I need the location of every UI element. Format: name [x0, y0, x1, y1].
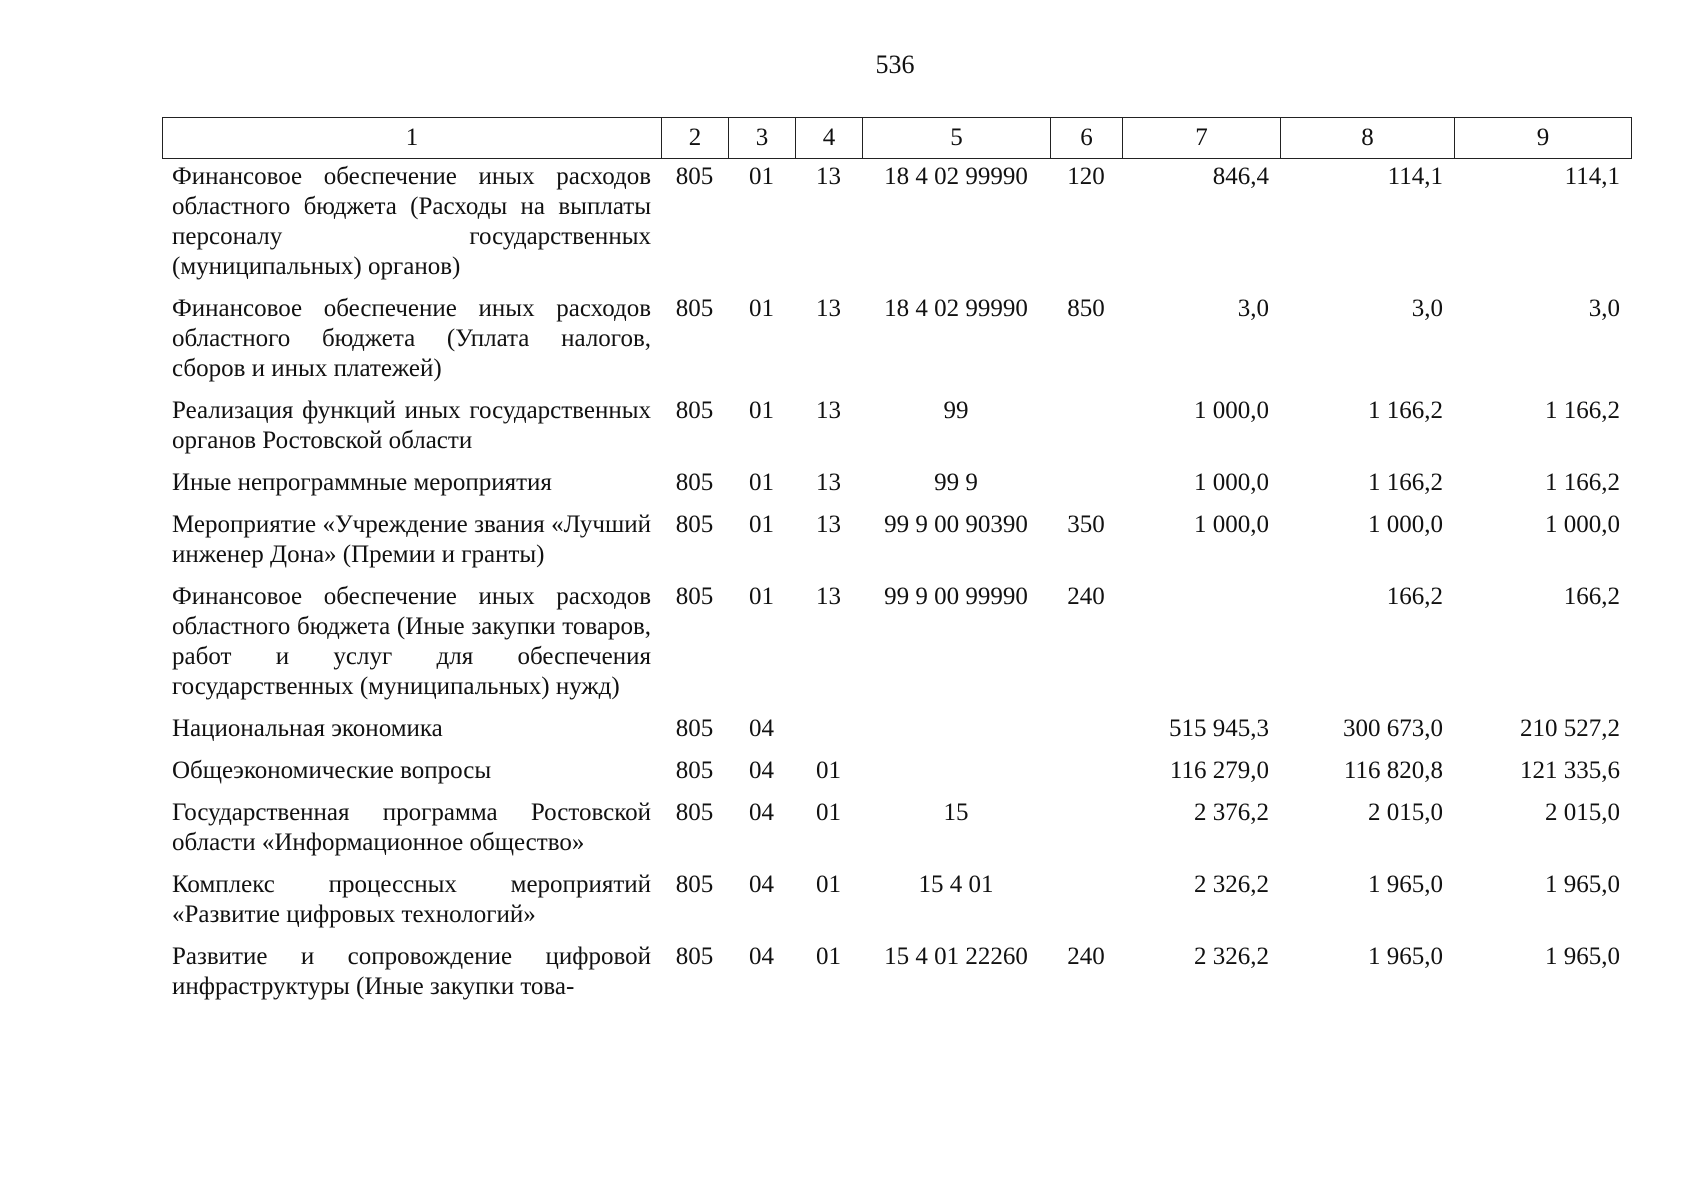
row-value-2024-cell: 1 166,2: [1368, 397, 1443, 424]
table-row: [162, 582, 1631, 714]
row-rz-cell: 01: [749, 295, 774, 322]
row-name-cell: Развитие и сопровождение цифровой инфраструктуры (Иные закупки това-: [172, 943, 651, 1000]
row-vr-cell: 240: [1067, 583, 1105, 610]
column-header-5: 5: [863, 118, 1051, 159]
row-value-2025-cell: 166,2: [1563, 583, 1620, 610]
row-vr-cell: 350: [1067, 511, 1105, 538]
table-row: [162, 942, 1631, 1014]
row-value-2025-cell: 1 166,2: [1545, 469, 1620, 496]
row-value-2024-cell: 2 015,0: [1368, 799, 1443, 826]
row-pr-cell: 01: [816, 871, 841, 898]
row-rz-cell: 01: [749, 511, 774, 538]
row-pr-cell: 01: [816, 943, 841, 970]
row-rz-cell: 04: [749, 799, 774, 826]
table-row: [162, 798, 1631, 870]
row-name-cell: Финансовое обеспечение иных расходов областного бюджета (Уплата налогов, сборов и иных платежей): [172, 295, 651, 382]
row-gr-cell: 805: [675, 799, 714, 826]
row-vr-cell: [1050, 468, 1122, 510]
row-rz-cell: 01: [749, 397, 774, 424]
row-value-2025-cell: 114,1: [1564, 163, 1620, 190]
page-number: 536: [875, 50, 915, 79]
row-gr-cell: 805: [675, 163, 714, 190]
table-row: [162, 294, 1631, 396]
column-header-row: [163, 118, 1632, 159]
column-header-7: 7: [1123, 118, 1281, 159]
row-name-cell: Комплекс процессных мероприятий «Развитие цифровых технологий»: [172, 871, 651, 928]
row-name-cell: Национальная экономика: [172, 715, 443, 742]
row-rz-cell: 04: [749, 943, 774, 970]
row-value-2023-cell: 1 000,0: [1194, 511, 1269, 538]
row-pr-cell: 01: [816, 799, 841, 826]
row-value-2024-cell: 300 673,0: [1343, 715, 1443, 742]
row-gr-cell: 805: [675, 757, 714, 784]
column-header-2: 2: [662, 118, 729, 159]
row-vr-cell: 240: [1067, 943, 1105, 970]
column-header-3: 3: [729, 118, 796, 159]
row-value-2025-cell: 1 965,0: [1545, 943, 1620, 970]
row-csr-cell: [862, 714, 1050, 756]
row-value-2023-cell: 515 945,3: [1169, 715, 1269, 742]
row-value-2023-cell: 1 000,0: [1194, 469, 1269, 496]
row-value-2023-cell: 2 376,2: [1194, 799, 1269, 826]
table-row: [162, 162, 1631, 294]
row-name-cell: Финансовое обеспечение иных расходов областного бюджета (Расходы на выплаты персоналу государственных (муниципальных) органов): [172, 163, 651, 280]
table-row: [162, 468, 1631, 510]
column-header-4: 4: [796, 118, 863, 159]
row-csr-cell: 99: [943, 397, 969, 424]
row-pr-cell: 13: [816, 397, 841, 424]
row-value-2023-cell: 2 326,2: [1194, 871, 1269, 898]
row-csr-cell: 99 9 00 90390: [884, 511, 1028, 538]
row-vr-cell: [1050, 714, 1122, 756]
table-row: [162, 396, 1631, 468]
row-pr-cell: 13: [816, 163, 841, 190]
budget-table: [162, 162, 1631, 1014]
row-value-2023-cell: [1122, 582, 1280, 714]
row-rz-cell: 01: [749, 163, 774, 190]
row-csr-cell: 18 4 02 99990: [884, 295, 1028, 322]
row-value-2023-cell: 1 000,0: [1194, 397, 1269, 424]
row-rz-cell: 04: [749, 871, 774, 898]
row-rz-cell: 01: [749, 583, 774, 610]
table-row: [162, 756, 1631, 798]
row-value-2023-cell: 2 326,2: [1194, 943, 1269, 970]
row-value-2025-cell: 1 000,0: [1545, 511, 1620, 538]
row-name-cell: Государственная программа Ростовской области «Информационное общество»: [172, 799, 651, 856]
row-csr-cell: 15: [943, 799, 969, 826]
row-rz-cell: 01: [749, 469, 774, 496]
column-header-table: [162, 117, 1632, 159]
table-row: [162, 510, 1631, 582]
row-gr-cell: 805: [675, 295, 714, 322]
row-gr-cell: 805: [675, 469, 714, 496]
row-pr-cell: 13: [816, 511, 841, 538]
row-csr-cell: 18 4 02 99990: [884, 163, 1028, 190]
row-name-cell: Иные непрограммные мероприятия: [172, 469, 552, 496]
row-pr-cell: [795, 714, 862, 756]
row-vr-cell: 120: [1067, 163, 1105, 190]
column-header-1: 1: [163, 118, 662, 159]
table-row: [162, 714, 1631, 756]
row-csr-cell: [862, 756, 1050, 798]
row-gr-cell: 805: [675, 397, 714, 424]
row-value-2025-cell: 1 965,0: [1545, 871, 1620, 898]
row-csr-cell: 15 4 01: [918, 871, 994, 898]
row-value-2023-cell: 3,0: [1237, 295, 1269, 322]
row-value-2025-cell: 2 015,0: [1545, 799, 1620, 826]
column-header-8: 8: [1281, 118, 1455, 159]
row-vr-cell: [1050, 870, 1122, 942]
row-value-2025-cell: 1 166,2: [1545, 397, 1620, 424]
row-gr-cell: 805: [675, 715, 714, 742]
row-name-cell: Мероприятие «Учреждение звания «Лучший инженер Дона» (Премии и гранты): [172, 511, 651, 568]
row-value-2023-cell: 846,4: [1212, 163, 1269, 190]
row-vr-cell: 850: [1067, 295, 1105, 322]
column-header-6: 6: [1051, 118, 1123, 159]
column-header-9: 9: [1455, 118, 1632, 159]
row-value-2024-cell: 1 965,0: [1368, 943, 1443, 970]
row-rz-cell: 04: [749, 715, 774, 742]
row-csr-cell: 99 9 00 99990: [884, 583, 1028, 610]
row-gr-cell: 805: [675, 943, 714, 970]
row-value-2024-cell: 1 166,2: [1368, 469, 1443, 496]
row-value-2024-cell: 1 000,0: [1368, 511, 1443, 538]
row-csr-cell: 15 4 01 22260: [884, 943, 1028, 970]
row-value-2025-cell: 210 527,2: [1520, 715, 1620, 742]
row-value-2024-cell: 114,1: [1387, 163, 1443, 190]
row-rz-cell: 04: [749, 757, 774, 784]
row-vr-cell: [1050, 798, 1122, 870]
row-name-cell: Финансовое обеспечение иных расходов областного бюджета (Иные закупки товаров, работ и услуг для обеспечения государственных (муниципальных) нужд): [172, 583, 651, 700]
row-gr-cell: 805: [675, 511, 714, 538]
row-pr-cell: 13: [816, 583, 841, 610]
row-name-cell: Реализация функций иных государственных органов Ростовской области: [172, 397, 651, 454]
row-value-2024-cell: 1 965,0: [1368, 871, 1443, 898]
row-pr-cell: 13: [816, 469, 841, 496]
row-value-2025-cell: 3,0: [1588, 295, 1620, 322]
row-pr-cell: 01: [816, 757, 841, 784]
row-value-2023-cell: 116 279,0: [1169, 757, 1269, 784]
row-value-2024-cell: 116 820,8: [1343, 757, 1443, 784]
row-pr-cell: 13: [816, 295, 841, 322]
row-value-2025-cell: 121 335,6: [1520, 757, 1620, 784]
row-value-2024-cell: 3,0: [1411, 295, 1443, 322]
row-value-2024-cell: 166,2: [1386, 583, 1443, 610]
row-gr-cell: 805: [675, 583, 714, 610]
row-vr-cell: [1050, 396, 1122, 468]
row-gr-cell: 805: [675, 871, 714, 898]
row-name-cell: Общеэкономические вопросы: [172, 757, 492, 784]
row-vr-cell: [1050, 756, 1122, 798]
table-row: [162, 870, 1631, 942]
row-csr-cell: 99 9: [934, 469, 978, 496]
